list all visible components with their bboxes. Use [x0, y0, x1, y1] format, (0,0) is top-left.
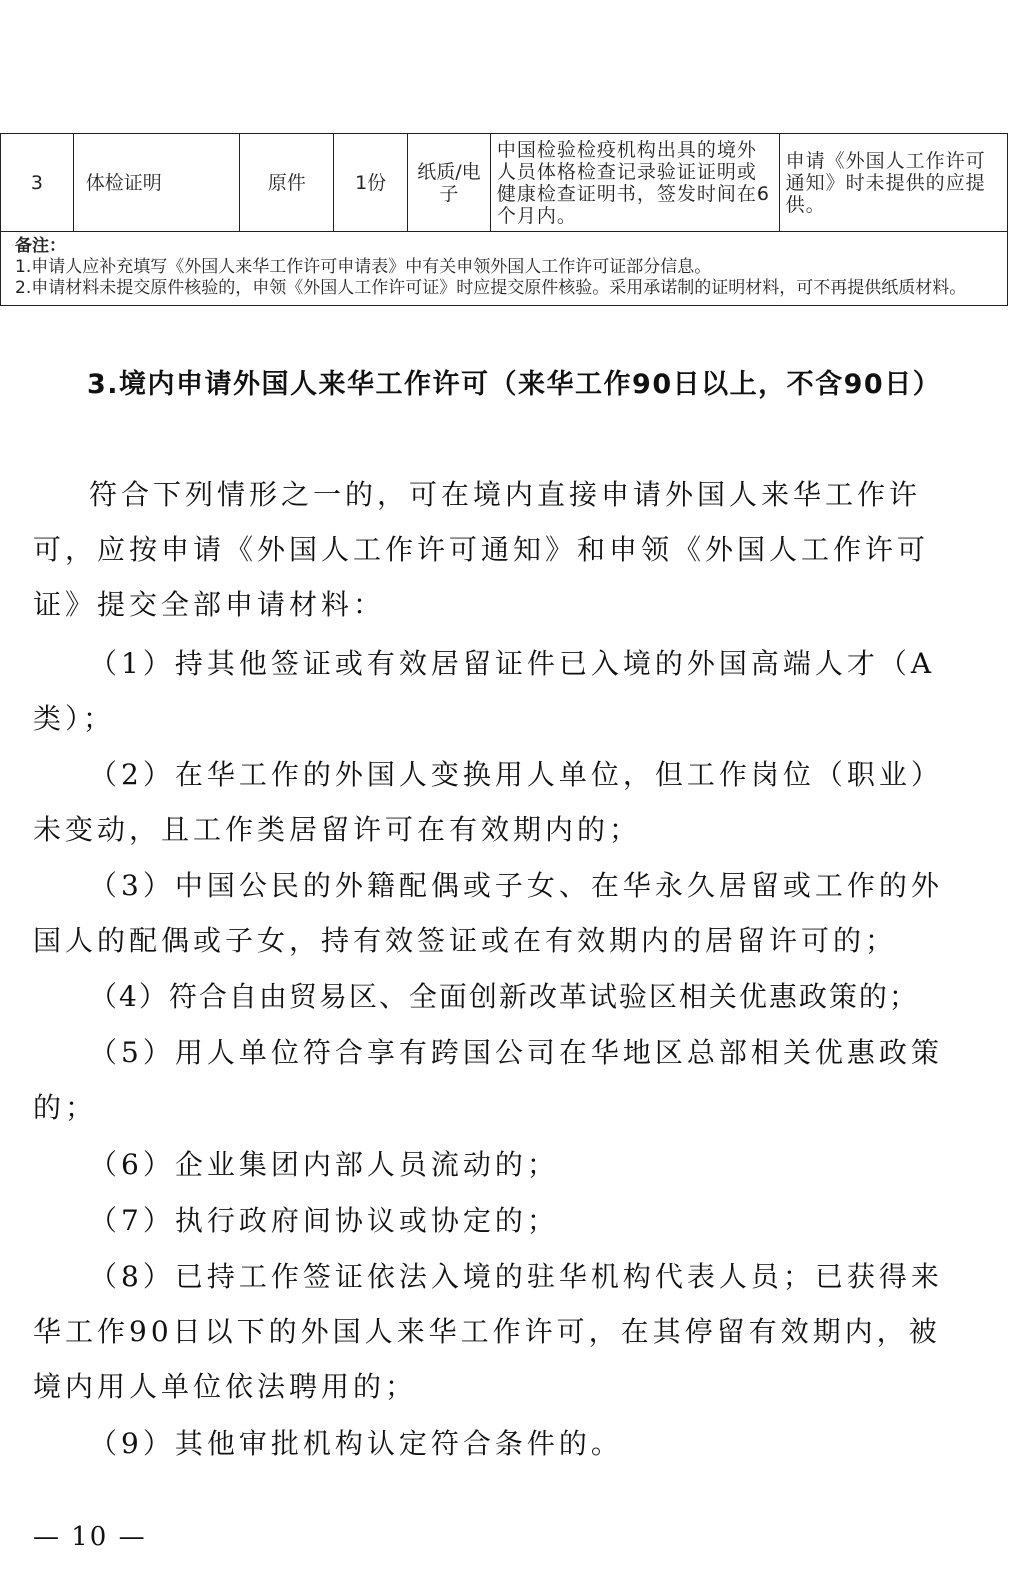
cell-count: 1份: [334, 134, 408, 232]
cell-type: 原件: [240, 134, 334, 232]
list-item: （9）其他审批机构认定符合条件的。: [89, 1427, 623, 1460]
list-item: （1）持其他签证或有效居留证件已入境的外国高端人才（A类）；: [33, 647, 936, 735]
list-item: （6）企业集团内部人员流动的；: [89, 1148, 559, 1181]
list-item: （2）在华工作的外国人变换用人单位，但工作岗位（职业）未变动，且工作类居留许可在有效期内的；: [33, 758, 943, 846]
remarks-cell: [1, 232, 1008, 306]
materials-table: [0, 133, 1008, 306]
list-item: （4）符合自由贸易区、全面创新改革试验区相关优惠政策的；: [89, 980, 919, 1013]
list-item: （5）用人单位符合享有跨国公司在华地区总部相关优惠政策的；: [33, 1036, 943, 1124]
cell-no: 3: [1, 134, 74, 232]
cell-description: 中国检验检疫机构出具的境外人员体格检查记录验证证明或健康检查证明书，签发时间在6个月内。: [490, 134, 779, 232]
remarks-item-1: 1.申请人应补充填写《外国人来华工作许可申请表》中有关申领外国人工作许可证部分信息。: [15, 257, 712, 277]
cell-note: 申请《外国人工作许可通知》时未提供的应提供。: [779, 134, 1007, 232]
cell-form: 纸质/电子: [408, 134, 491, 232]
section-heading: 3.境内申请外国人来华工作许可（来华工作90日以上，不含90日）: [87, 369, 942, 400]
remarks-title: 备注：: [15, 236, 66, 256]
table-row: [1, 134, 1008, 232]
list-item: （7）执行政府间协议或协定的；: [89, 1204, 559, 1237]
remarks-item-2: 2.申请材料未提交原件核验的，申领《外国人工作许可证》时应提交原件核验。采用承诺制的证明材料，可不再提供纸质材料。: [15, 278, 967, 298]
list-item: （3）中国公民的外籍配偶或子女、在华永久居留或工作的外国人的配偶或子女，持有效签证或在有效期内的居留许可的；: [33, 869, 943, 957]
cell-name: 体检证明: [73, 134, 240, 232]
page-number: — 10 —: [33, 1522, 147, 1552]
list-item: （8）已持工作签证依法入境的驻华机构代表人员；已获得来华工作90日以下的外国人来华工作许可，在其停留有效期内，被境内用人单位依法聘用的；: [33, 1260, 943, 1403]
remarks-row: [1, 232, 1008, 306]
section-intro: 符合下列情形之一的，可在境内直接申请外国人来华工作许可，应按申请《外国人工作许可通知》和申领《外国人工作许可证》提交全部申请材料：: [33, 478, 930, 621]
